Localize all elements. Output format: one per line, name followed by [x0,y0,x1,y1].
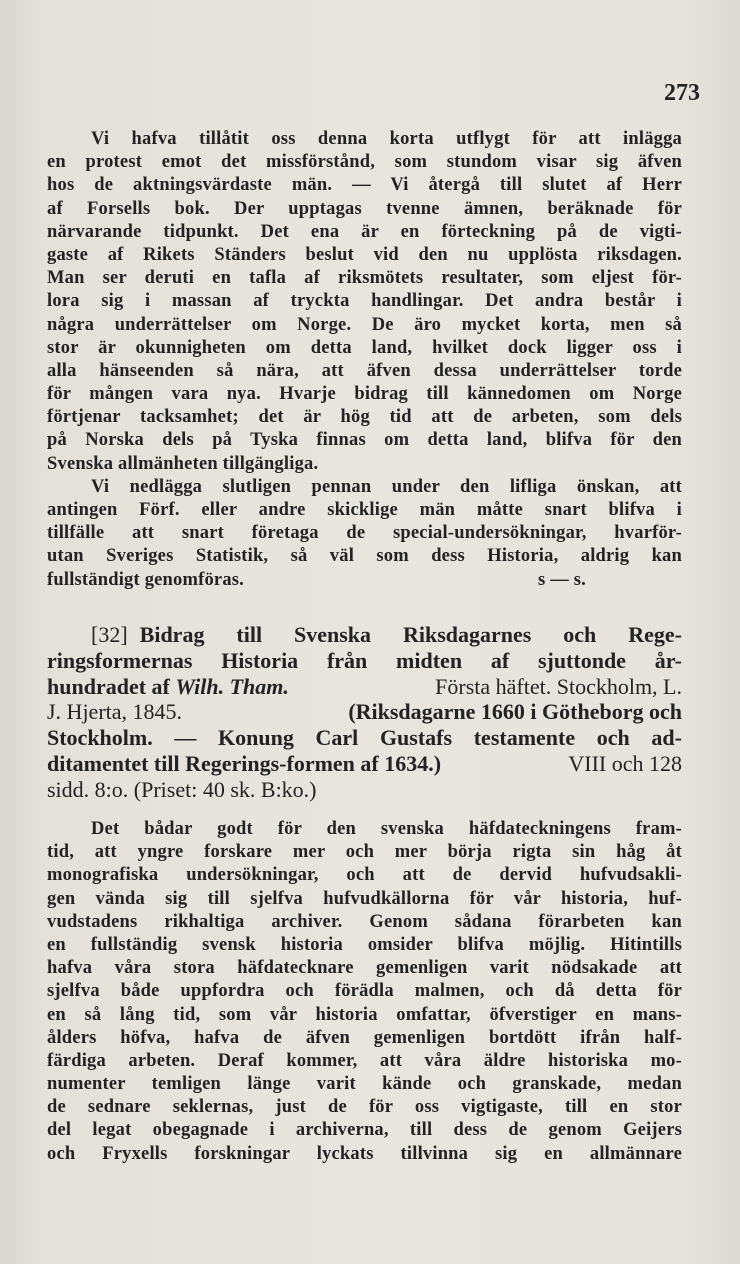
review-subtitle-3: ditamentet till Regerings-formen af 1634.) [47,750,442,776]
review-subtitle-2: Stockholm. — Konung Carl Gustafs testamente och ad- [47,725,682,751]
text-line: alla hänseenden så nära, att äfven dessa underrättelser torde [47,360,682,381]
text-line: Det bådar godt för den svenska häfdateckningens fram- [91,819,682,839]
text-line: vudstadens rikhaltiga archiver. Genom sådana förarbeten kan [47,911,682,932]
review-subtitle-1: (Riksdagarne 1660 i Götheborg och [348,699,682,725]
heading-line [47,777,682,803]
section-1-text [47,128,682,592]
text-line: Vi hafva tillåtit oss denna korta utflygt för att inlägga [91,129,682,149]
text-line: en fullständig svensk historia omsider blifva möjlig. Hitintills [47,934,682,955]
text-line: gaste af Rikets Ständers beslut vid den nu upplösta riksdagen. [47,244,682,265]
text-line: fullständigt genomföras. s — s. [47,569,682,592]
review-author: Wilh. Tham. [175,673,289,699]
text-line: ålders höfva, hafva de äfven gemenligen bortdött ifrån half- [47,1027,682,1048]
text-line: en protest emot det missförstånd, som stundom visar sig äfven [47,152,682,173]
section-2-text [47,818,682,1166]
text-line: utan Sveriges Statistik, så väl som dess Historia, aldrig kan [47,546,682,567]
text-line: monografiska undersökningar, och att de dervid hufvudsakli- [47,865,682,886]
heading-line [47,699,682,725]
heading-line [47,648,682,674]
text-line: del legat obegagnade i archiverna, till dess de genom Geijers [47,1120,682,1141]
text-line: och Fryxells forskningar lyckats tillvinna sig en allmännare [47,1143,682,1164]
text-line: tid, att yngre forskare mer och mer börja rigta sin håg åt [47,842,682,863]
review-heading [47,622,682,803]
text-line: några underrättelser om Norge. De äro mycket korta, men så [47,314,682,335]
review-publisher: J. Hjerta, 1845. [47,699,183,725]
text-line: Vi nedlägga slutligen pennan under den lifliga önskan, att [91,476,682,497]
text-line: förtjenar tacksamhet; det är hög tid att de arbeten, som dels [47,407,682,428]
text-line: de sednare seklernas, just de för oss vigtigaste, till en stor [47,1097,682,1118]
review-title-3: hundradet af [47,673,170,699]
text-line: tillfälle att snart företaga de special-undersökningar, hvarför- [47,523,682,544]
text-line: af Forsells bok. Der upptagas tvenne ämnen, beräknade för [47,198,682,219]
review-price: sidd. 8:o. (Priset: 40 sk. B:ko.) [47,776,317,802]
text-line: lora sig i massan af tryckta handlingar. Det andra består i [47,291,682,312]
text-line: numenter temligen länge varit kände och granskade, medan [47,1074,682,1095]
heading-line [47,674,682,700]
review-title-1: Bidrag till Svenska Riksdagarnes och Rege- [139,622,682,647]
text-line: en så lång tid, som vår historia omfattar, öfverstiger en mans- [47,1004,682,1025]
text-line: närvarande tidpunkt. Det ena är en förteckning på de vigti- [47,221,682,242]
text-line: färdiga arbeten. Deraf kommer, att våra äldre historiska mo- [47,1050,682,1071]
text-line: gen vända sig till sjelfva hufvudkällorna för vår historia, huf- [47,888,682,909]
signature: s — s. [538,569,586,590]
heading-line [47,622,682,648]
text-line: Man ser deruti en tafla af riksmötets resultater, som eljest för- [47,268,682,289]
text-line: hos de aktningsvärdaste män. — Vi återgå till slutet af Herr [47,175,682,196]
heading-line [47,725,682,751]
review-title-2: ringsformernas Historia från midten af sjuttonde år- [47,647,682,673]
review-pages: VIII och 128 [568,750,682,776]
heading-line [47,751,682,777]
text-line: sjelfva både uppfordra och förädla malmen, och då detta för [47,981,682,1002]
review-number: [32] [91,622,128,647]
text-line: antingen Förf. eller andre skicklige män måtte snart blifva i [47,500,682,520]
text-line: för mången vara nya. Hvarje bidrag till kännedomen om Norge [47,384,682,405]
text-line: på Norska dels på Tyska finnas om detta land, blifva för den [47,430,682,451]
text-line: hafva våra stora häfdatecknare gemenligen varit nödsakade att [47,958,682,979]
review-publication: Första häftet. Stockholm, L. [435,673,682,699]
text-line: stor är okunnigheten om detta land, hvilket dock ligger oss i [47,337,682,358]
text-line: Svenska allmänheten tillgängliga. [47,453,319,474]
page-number: 273 [664,80,700,106]
